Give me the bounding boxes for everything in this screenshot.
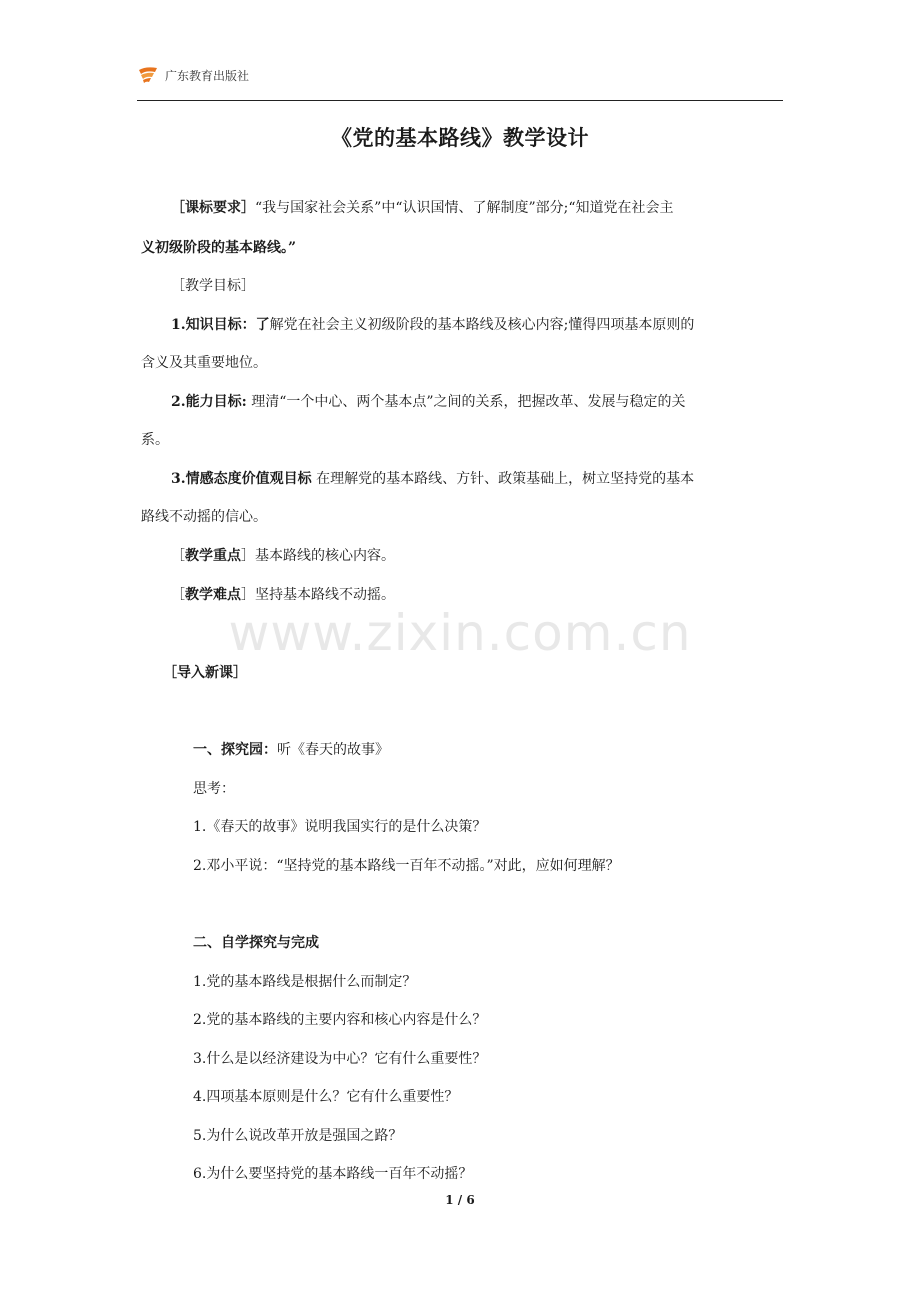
difficult-point-line — [171, 585, 395, 605]
goal-2-text-2: 系。 — [141, 432, 169, 448]
curriculum-label: ［课标要求］ — [171, 200, 255, 216]
section-1-question-1: 1.《春天的故事》说明我国实行的是什么决策？ — [193, 819, 487, 835]
section-2-item: 1.党的基本路线是根据什么而制定？ — [193, 974, 417, 990]
goal-1-text-2: 含义及其重要地位。 — [141, 355, 267, 371]
curriculum-line-1 — [171, 198, 674, 218]
goal-3-text-2: 路线不动摇的信心。 — [141, 509, 267, 525]
goal-2-text-1: 理清“一个中心、两个基本点”之间的关系，把握改革、发展与稳定的关 — [246, 394, 686, 410]
key-point-label: 教学重点 — [185, 548, 241, 564]
curriculum-text-2: 义初级阶段的基本路线。” — [141, 240, 297, 256]
key-point-close: ］ — [241, 548, 255, 564]
difficult-point-close: ］ — [241, 587, 255, 603]
key-point-text: 基本路线的核心内容。 — [255, 548, 395, 564]
section-2-heading: 二、自学探究与完成 — [193, 935, 319, 951]
key-point-open: ［ — [171, 548, 185, 564]
difficult-point-text: 坚持基本路线不动摇。 — [255, 587, 395, 603]
header-divider — [137, 100, 783, 101]
goal-3-label: 3.情感态度价值观目标 — [171, 471, 312, 487]
goal-1-line-1 — [171, 315, 694, 335]
key-point-line — [171, 546, 395, 566]
section-1-question-2: 2.邓小平说：“坚持党的基本路线一百年不动摇。”对此，应如何理解？ — [193, 858, 620, 874]
publisher-name: 广东教育出版社 — [165, 68, 250, 83]
goals-heading: ［教学目标］ — [171, 278, 255, 294]
section-2-item: 5.为什么说改革开放是强国之路？ — [193, 1128, 403, 1144]
difficult-point-open: ［ — [171, 587, 185, 603]
goal-1-text-1: 解党在社会主义初级阶段的基本路线及核心内容;懂得四项基本原则的 — [269, 317, 695, 333]
section-1-heading — [193, 740, 389, 760]
page-number: 1 / 6 — [445, 1193, 475, 1207]
book-logo-icon — [137, 66, 159, 84]
goal-2-line-1 — [171, 392, 686, 412]
section-1-think: 思考： — [193, 781, 235, 797]
watermark: www.zixin.com.cn — [228, 604, 692, 662]
section-2-item: 4.四项基本原则是什么？它有什么重要性？ — [193, 1089, 459, 1105]
section-1-label: 一、探究园： — [193, 742, 277, 758]
section-2-item: 2.党的基本路线的主要内容和核心内容是什么？ — [193, 1012, 487, 1028]
difficult-point-label: 教学难点 — [185, 587, 241, 603]
intro-heading: ［导入新课］ — [163, 665, 247, 681]
curriculum-text-1: “我与国家社会关系”中“认识国情、了解制度”部分;“知道党在社会主 — [255, 200, 674, 216]
goal-2-label: 2.能力目标: — [171, 394, 247, 410]
goal-3-text-1: 在理解党的基本路线、方针、政策基础上，树立坚持党的基本 — [311, 471, 695, 487]
document-title: 《党的基本路线》教学设计 — [331, 125, 589, 150]
section-1-text: 听《春天的故事》 — [277, 742, 389, 758]
goal-3-line-1 — [171, 469, 694, 489]
section-2-item: 3.什么是以经济建设为中心？它有什么重要性？ — [193, 1051, 487, 1067]
goal-1-label: 1.知识目标：了 — [171, 317, 270, 333]
page-header — [137, 62, 249, 88]
section-2-item: 6.为什么要坚持党的基本路线一百年不动摇？ — [193, 1166, 473, 1182]
